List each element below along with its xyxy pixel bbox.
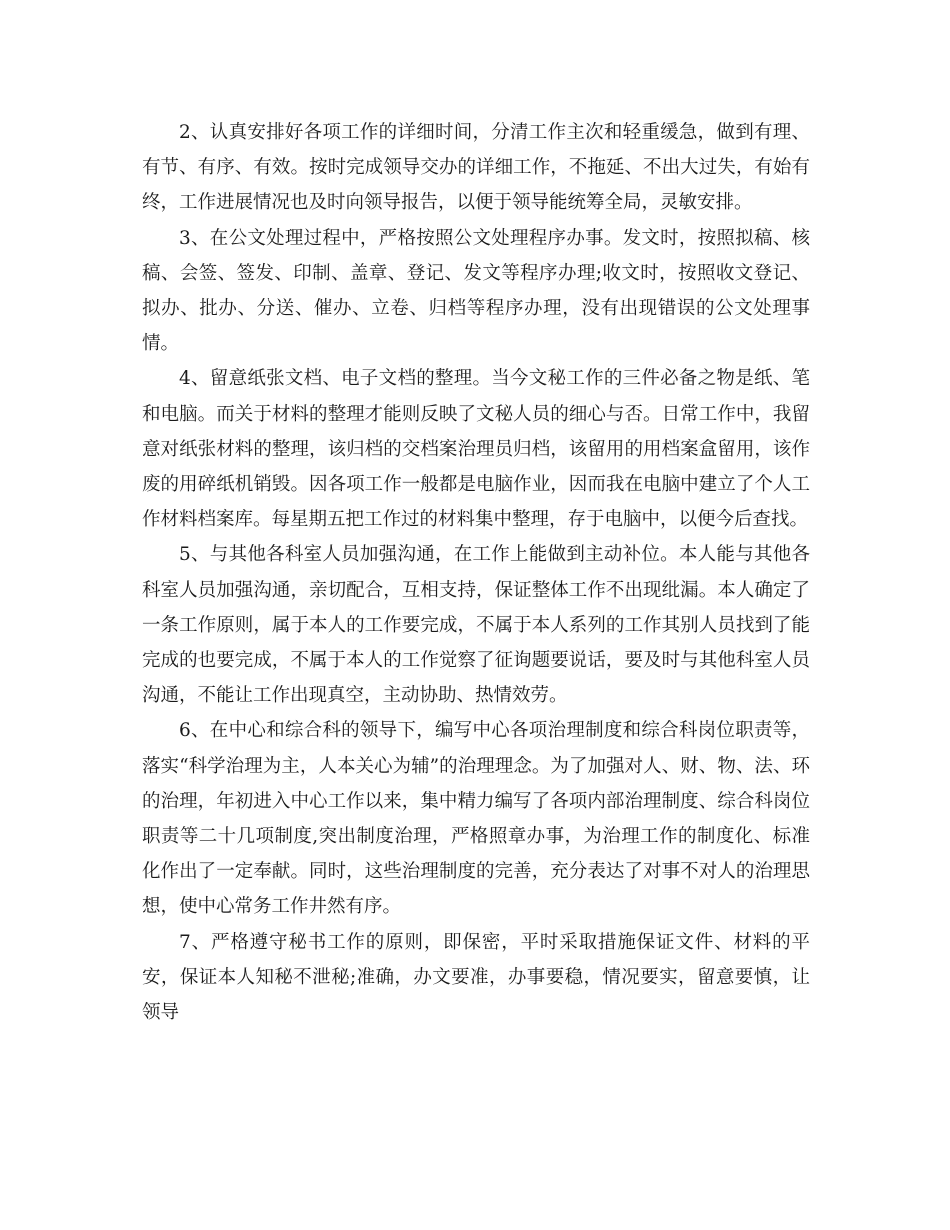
paragraph-5: 5、与其他各科室人员加强沟通，在工作上能做到主动补位。本人能与其他各科室人员加强沟通，亲切配合，互相支持，保证整体工作不出现纰漏。本人确定了一条工作原则，属于本人的工作要完成，不属于本人系列的工作其别人员找到了能完成的也要完成，不属于本人的工作觉察了征询题要说话，要及时与其他科室人员沟通，不能让工作出现真空，主动协助、热情效劳。	[142, 544, 810, 707]
paragraph-2: 2、认真安排好各项工作的详细时间，分清工作主次和轻重缓急，做到有理、有节、有序、有效。按时完成领导交办的详细工作，不拖延、不出大过失，有始有终，工作进展情况也及时向领导报告，以便于领导能统筹全局，灵敏安排。	[142, 122, 810, 214]
paragraph-7: 7、严格遵守秘书工作的原则，即保密，平时采取措施保证文件、材料的平安，保证本人知秘不泄秘;准确，办文要准，办事要稳，情况要实，留意要慎，让领导	[142, 931, 810, 1024]
paragraph-3: 3、在公文处理过程中，严格按照公文处理程序办事。发文时，按照拟稿、核稿、会签、签发、印制、盖章、登记、发文等程序办理;收文时，按照收文登记、拟办、批办、分送、催办、立卷、归档等程序办理，没有出现错误的公文处理事情。	[142, 227, 810, 355]
paragraph-4: 4、留意纸张文档、电子文档的整理。当今文秘工作的三件必备之物是纸、笔和电脑。而关于材料的整理才能则反映了文秘人员的细心与否。日常工作中，我留意对纸张材料的整理，该归档的交档案治理员归档，该留用的用档案盒留用，该作废的用碎纸机销毁。因各项工作一般都是电脑作业，因而我在电脑中建立了个人工作材料档案库。每星期五把工作过的材料集中整理，存于电脑中，以便今后查找。	[142, 368, 810, 531]
paragraph-6: 6、在中心和综合科的领导下，编写中心各项治理制度和综合科岗位职责等，落实“科学治理为主，人本关心为辅”的治理理念。为了加强对人、财、物、法、环的治理，年初进入中心工作以来，集中精力编写了各项内部治理制度、综合科岗位职责等二十几项制度,突出制度治理，严格照章办事，为治理工作的制度化、标准化作出了一定奉献。同时，这些治理制度的完善，充分表达了对事不对人的治理思想，使中心常务工作井然有序。	[142, 720, 810, 918]
document-body	[142, 115, 810, 1030]
